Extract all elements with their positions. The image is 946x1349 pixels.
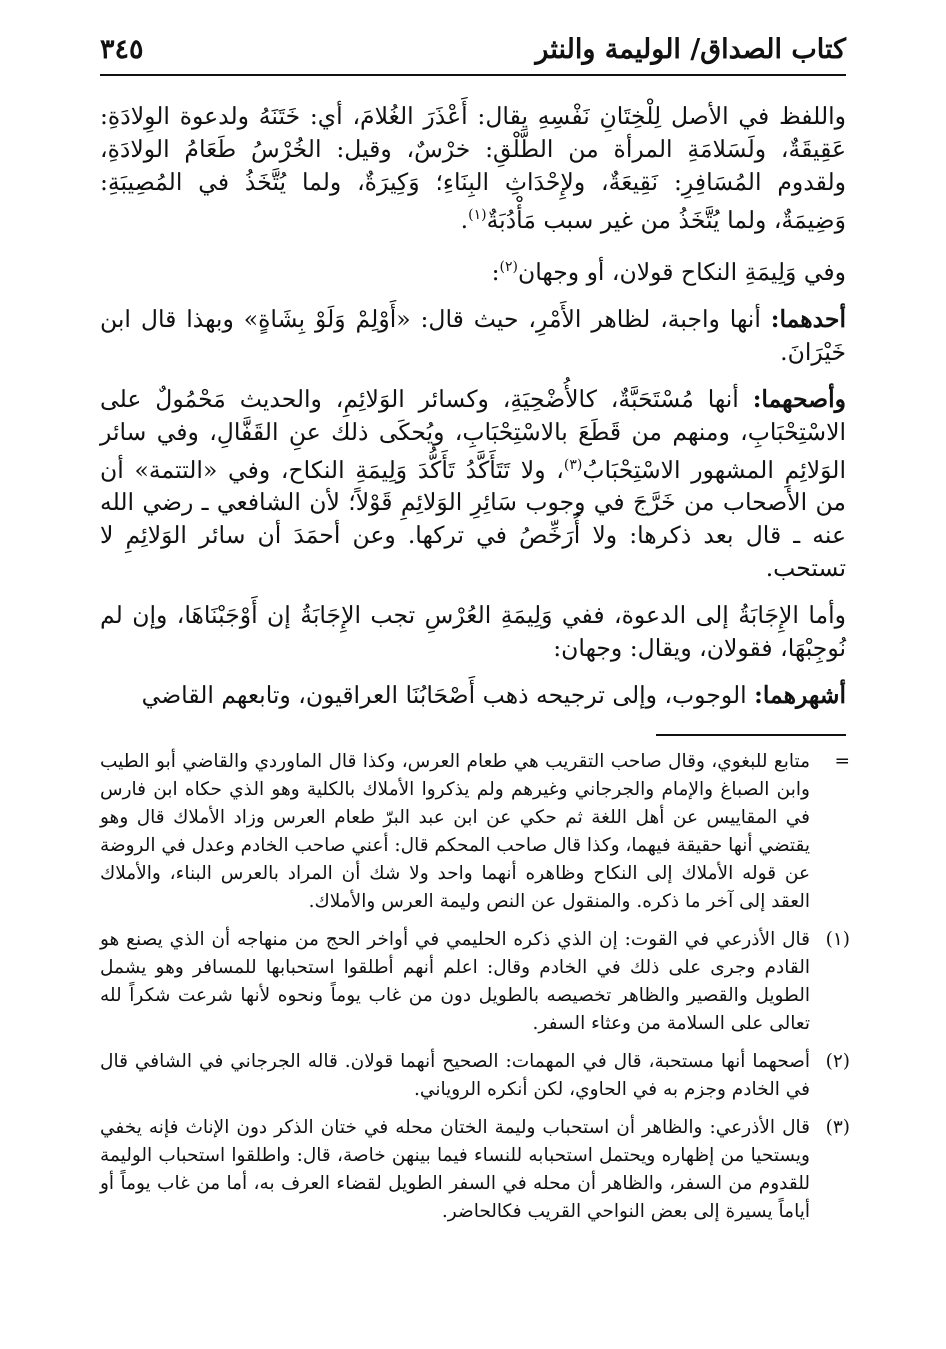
footnote-text: متابع للبغوي، وقال صاحب التقريب هي طعام العرس، وكذا قال الماوردي والقاضي أبو الطيب وابن الصباغ والإمام والجرجاني وغيرهم ولم يذكروا الأملاك بالكلية وهو الذي حكاه ابن فارس في المقاييس عن أهل اللغة ثم حكي عن ابن عبد البرّ طعام العرس وزاد الأملاك قال وهو يقتضي أنها حقيقة فيهما، وكذا قال صاحب المحكم قال: أعني صاحب الخادم وعدل في الروضة عن قوله الأملاك إلى النكاح وظاهره أنهما واحد ولا شك أن المراد بالعرس البناء، والأملاك العقد إلى آخر ما ذكره. والمنقول عن النص وليمة العرس والأملاك. — [100, 751, 810, 912]
footnote-text: قال الأذرعي في القوت: إن الذي ذكره الحليمي في أواخر الحج من منهاجه أن الذي يصنع هو القادم وجرى على ذلك في الخادم وقال: اعلم أنهم أطلقوا استحبابها للمسافر وهو يشمل الطويل والقصير والظاهر تخصيصه بالطويل دون من غاب يوماً ونحوه لأنها شرعت شكراً لله تعالى على السلامة من وعثاء السفر. — [100, 929, 810, 1034]
paragraph-walima-opinions — [100, 251, 846, 289]
main-text — [100, 100, 846, 726]
paragraph-first-opinion — [100, 303, 846, 369]
footnote-reference: (١) — [468, 207, 487, 223]
footnote-1 — [100, 926, 850, 1038]
footnotes — [100, 748, 850, 1236]
paragraph-text: أنها واجبة، لظاهر الأَمْرِ، حيث قال: «أَوْلِمْ وَلَوْ بِشَاةٍ» وبهذا قال ابن خَيْرَانَ. — [100, 304, 846, 366]
footnote-reference: (٣) — [563, 456, 583, 473]
footnote-text: قال الأذرعي: والظاهر أن استحباب وليمة الختان محله في ختان الذكر دون الإناث فإنه يخفي ويستحيا من إظهاره ويحتمل استحبابه للنساء فيما بينهن خاصة، قال: واطلقوا استحباب الوليمة للقدوم من السفر، والظاهر أن محله في السفر الطويل لقضاء العرف به، أما من غاب يوماً أو أياماً يسيرة إلى بعض النواحي القريب فكالحاضر. — [100, 1117, 810, 1222]
page-number: ٣٤٥ — [100, 33, 144, 65]
running-header — [100, 28, 846, 76]
footnote-2 — [100, 1048, 850, 1104]
footnote-marker: = — [834, 751, 850, 772]
paragraph-lead: أحدهما: — [770, 304, 846, 333]
footnote-marker: (٣) — [825, 1117, 850, 1138]
running-title: كتاب الصداق/ الوليمة والنثر — [535, 33, 846, 65]
footnote-divider — [656, 734, 846, 736]
paragraph-lead: وأصحهما: — [752, 384, 846, 413]
footnote-reference: (٢) — [499, 258, 518, 275]
footnote-3 — [100, 1114, 850, 1226]
footnote-marker: (٢) — [825, 1051, 850, 1072]
paragraph-text: واللفظ في الأصل لِلْخِتَانِ نَفْسِهِ يقال: أَعْذَرَ الغُلامَ، أي: خَتَنَهُ ولدعوة الوِلادَةِ: عَقِيقَةٌ، ولَسَلامَةِ المرأة من الطَّلْقِ: خرْسٌ، وقيل: الخُرْسُ طَعَامُ الولادَةِ، ولقدوم المُسَافِرِ: نَقِيعَةٌ، ولإِحْدَاثِ البِنَاءِ؛ وَكِيرَةٌ، ولما يُتَّخَذُ في المُصِيبَةِ: وَضِيمَةٌ، ولما يُتَّخَذُ من غير سبب مَأْدُبَةٌ — [100, 102, 846, 234]
paragraph-lead: أشهرهما: — [754, 681, 846, 710]
footnote-continued — [100, 748, 850, 916]
paragraph-text: أنها مُسْتَحَبَّةٌ، كالأُضْحِيَةِ، وكسائر الوَلائِمِ، والحديث مَحْمُولٌ على الاسْتِحْبَابِ، ومنهم من قَطَعَ بالاسْتِحْبَابِ، ويُحكَى ذلك عنِ القَفَّالِ، وفي سائر الوَلائِمِ المشهور الاسْتِحْبَابُ — [100, 384, 846, 484]
paragraph-most-famous — [100, 679, 846, 712]
paragraph-invitation — [100, 599, 846, 665]
paragraph-text: الوجوب، وإلى ترجيحه ذهب أَصْحَابُنَا العراقيون، وتابعهم القاضي — [141, 681, 755, 710]
paragraph-text: : — [491, 257, 500, 286]
paragraph-text: ، ولا تَتَأَكَّدُ تَأَكُّدَ وَلِيمَةِ النكاح، وفي «التتمة» أن من الأصحاب من خَرَّجَ في وجوب سَائِرِ الوَلائِمِ قَوْلاً؛ لأن الشافعي ـ رضي الله عنه ـ قال بعد ذكرها: ولا أُرَخِّصُ في تركها. وعن أحمَدَ أن سائر الوَلائِمِ لا تستحب. — [100, 455, 846, 583]
paragraph-second-opinion — [100, 383, 846, 586]
footnote-marker: (١) — [825, 929, 850, 950]
paragraph-text: وفي وَلِيمَةِ النكاح قولان، أو وجهان — [517, 257, 846, 286]
paragraph-text: وأما الإِجَابَةُ إلى الدعوة، ففي وَلِيمَةِ العُرْسِ تجب الإِجَابَةُ إن أَوْجَبْنَاهَا، وإن لم نُوجِبْهَا، فقولان، ويقال: وجهان: — [100, 601, 846, 663]
paragraph-definitions: واللفظ في الأصل لِلْخِتَانِ نَفْسِهِ يقال: أَعْذَرَ الغُلامَ، أي: خَتَنَهُ ولدعوة الوِلادَةِ: عَقِيقَةٌ، ولَسَلامَةِ المرأة من الطَّلْقِ: خرْسٌ، وقيل: الخُرْسُ طَعَامُ الولادَةِ، ولقدوم المُسَافِرِ: نَقِيعَةٌ، ولإِحْدَاثِ البِنَاءِ؛ وَكِيرَةٌ، ولما يُتَّخَذُ في المُصِيبَةِ: وَضِيمَةٌ، ولما يُتَّخَذُ من غير سبب مَأْدُبَةٌ$^{(١)}$. — [100, 102, 846, 234]
footnote-text: أصحهما أنها مستحبة، قال في المهمات: الصحيح أنهما قولان. قاله الجرجاني في الشافي قال في الخادم وجزم به في الحاوي، لكن أنكره الروياني. — [100, 1051, 810, 1100]
